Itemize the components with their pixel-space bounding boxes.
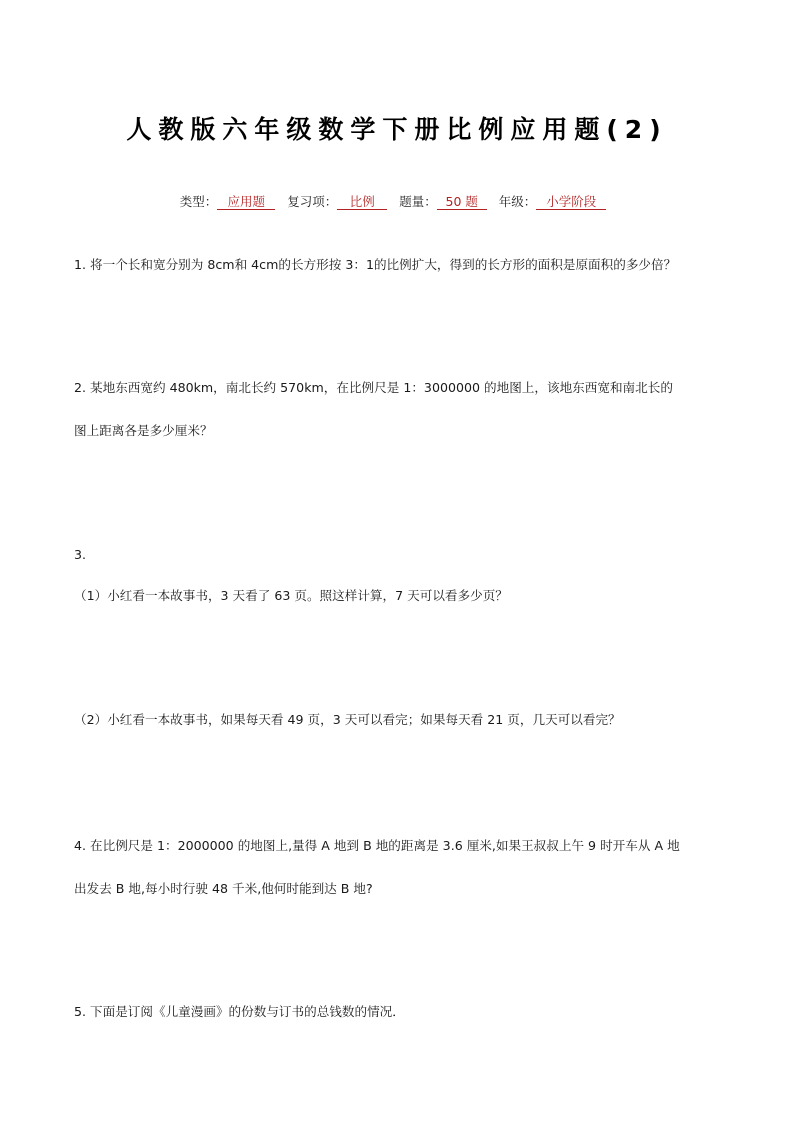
- grade-label: 年级：: [498, 194, 537, 209]
- count-value: 50 题: [437, 194, 487, 210]
- grade-value: 小学阶段: [536, 194, 606, 210]
- review-label: 复习项：: [287, 194, 338, 209]
- question-4-line-2: 出发去 B 地,每小时行驶 48 千米,他何时能到达 B 地?: [74, 881, 373, 896]
- count-label: 题量：: [399, 194, 437, 209]
- question-3-part-1: （1）小红看一本故事书，3 天看了 63 页。照这样计算，7 天可以看多少页？: [74, 588, 508, 603]
- page-title: 人教版六年级数学下册比例应用题(2): [126, 115, 668, 144]
- type-value: 应用题: [217, 194, 275, 210]
- question-2-line-2: 图上距离各是多少厘米？: [74, 423, 213, 438]
- worksheet-info-line: [0, 192, 794, 210]
- question-1: 1. 将一个长和宽分别为 8cm和 4cm的长方形按 3：1的比例扩大，得到的长方形的面积是原面积的多少倍？: [74, 257, 677, 272]
- type-label: 类型：: [179, 194, 218, 209]
- question-3-part-2: （2）小红看一本故事书，如果每天看 49 页，3 天可以看完；如果每天看 21 页，几天可以看完？: [74, 712, 621, 727]
- review-value: 比例: [337, 194, 387, 210]
- question-5: 5. 下面是订阅《儿童漫画》的份数与订书的总钱数的情况．: [74, 1004, 405, 1019]
- question-4-line-1: 4. 在比例尺是 1：2000000 的地图上,量得 A 地到 B 地的距离是 3.6 厘米,如果王叔叔上午 9 时开车从 A 地: [74, 838, 680, 853]
- question-3-label: 3.: [74, 547, 87, 562]
- question-2-line-1: 2. 某地东西宽约 480km，南北长约 570km，在比例尺是 1：3000000 的地图上，该地东西宽和南北长的: [74, 380, 673, 395]
